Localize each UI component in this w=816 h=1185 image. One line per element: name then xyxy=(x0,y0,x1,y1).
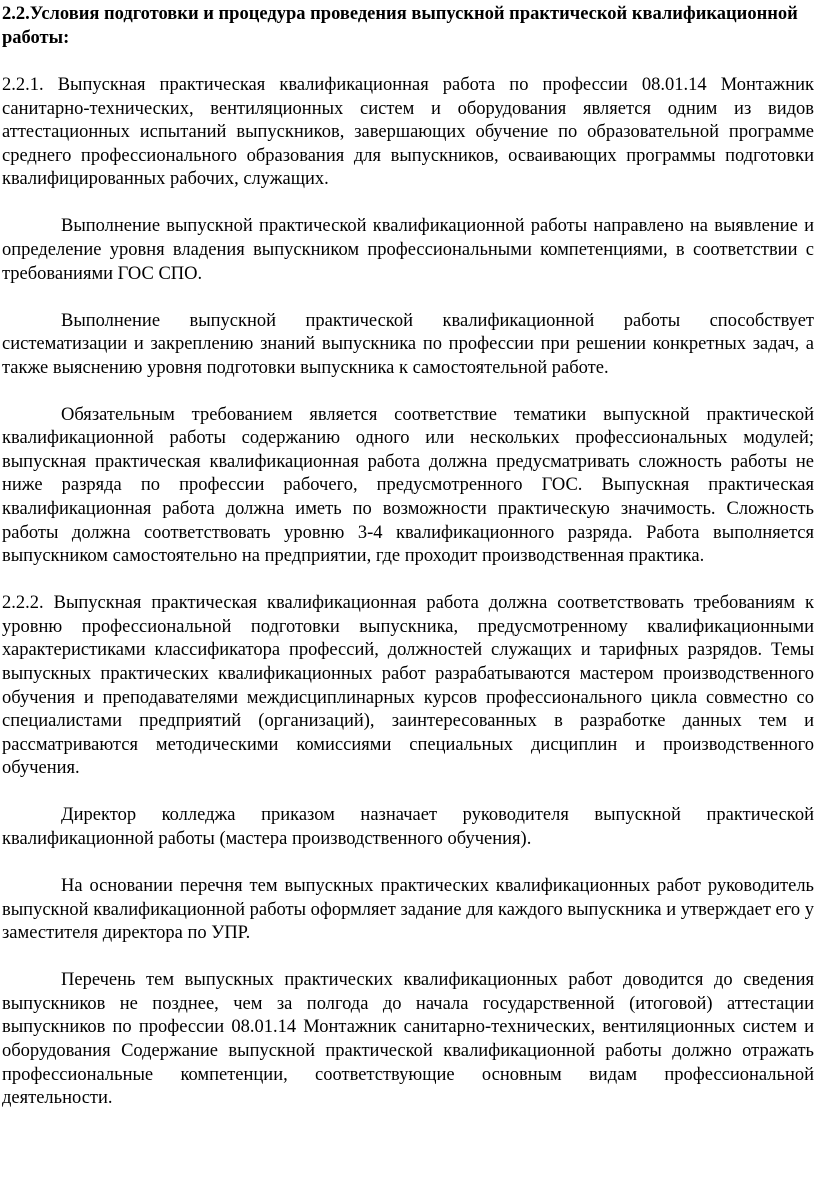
paragraph-topic-list: Перечень тем выпускных практических квалификационных работ доводится до сведения выпускников не позднее, чем за полгода до начала государственной (итоговой) аттестации выпускников по профессии 08.01.14 Монтажник санитарно-технических, вентиляционных систем и оборудования Содержание выпускной практической квалификационной работы должно отражать профессиональные компетенции, соответствующие основным видам профессиональной деятельности. xyxy=(2,970,814,1109)
spacer xyxy=(2,50,814,74)
spacer xyxy=(2,852,814,875)
spacer xyxy=(2,286,814,309)
paragraph-assignment: На основании перечня тем выпускных практических квалификационных работ руководитель выпускной квалификационной работы оформляет задание для каждого выпускника и утверждает его у заместителя директора по УПР. xyxy=(2,875,814,944)
section-heading: 2.2.Условия подготовки и процедура проведения выпускной практической квалификационной работы: xyxy=(2,4,798,48)
spacer xyxy=(2,569,814,592)
spacer xyxy=(2,781,814,804)
paragraph-purpose: Выполнение выпускной практической квалификационной работы направлено на выявление и определение уровня владения выпускником профессиональными компетенциями, в соответствии с требованиями ГОС СПО. xyxy=(2,216,814,284)
paragraph-systematization: Выполнение выпускной практической квалификационной работы способствует систематизации и закреплению знаний выпускника по профессии при решении конкретных задач, а также выяснению уровня подготовки выпускника к самостоятельной работе. xyxy=(2,310,814,378)
paragraph-2-2-1: 2.2.1. Выпускная практическая квалификационная работа по профессии 08.01.14 Монтажник санитарно-технических, вентиляционных систем и оборудования является одним из видов аттестационных испытаний выпускников, завершающих обучение по образовательной программе среднего профессионального образования для выпускников, осваивающих программы подготовки квалифицированных рабочих, служащих. xyxy=(2,75,814,190)
spacer xyxy=(2,192,814,215)
paragraph-2-2-2: 2.2.2. Выпускная практическая квалификационная работа должна соответствовать требованиям к уровню профессиональной подготовки выпускника, предусмотренному квалификационными характеристиками классификатора профессий, должностей служащих и тарифных разрядов. Темы выпускных практических квалификационных работ разрабатываются мастером производственного обучения и преподавателями междисциплинарных курсов профессионального цикла совместно со специалистами предприятий (организаций), заинтересованных в разработке данных тем и рассматриваются методическими комиссиями специальных дисциплин и производственного обучения. xyxy=(2,593,814,779)
spacer xyxy=(2,380,814,403)
paragraph-requirements: Обязательным требованием является соответствие тематики выпускной практической квалификационной работы содержанию одного или нескольких профессиональных модулей; выпускная практическая квалификационная работа должна предусматривать сложность работы не ниже разряда по профессии рабочего, предусмотренного ГОС. Выпускная практическая квалификационная работа должна иметь по возможности практическую значимость. Сложность работы должна соответствовать уровню 3-4 квалификационного разряда. Работа выполняется выпускником самостоятельно на предприятии, где проходит производственная практика. xyxy=(2,404,814,567)
spacer xyxy=(2,946,814,969)
paragraph-director: Директор колледжа приказом назначает руководителя выпускной практической квалификационной работы (мастера производственного обучения). xyxy=(2,805,814,849)
